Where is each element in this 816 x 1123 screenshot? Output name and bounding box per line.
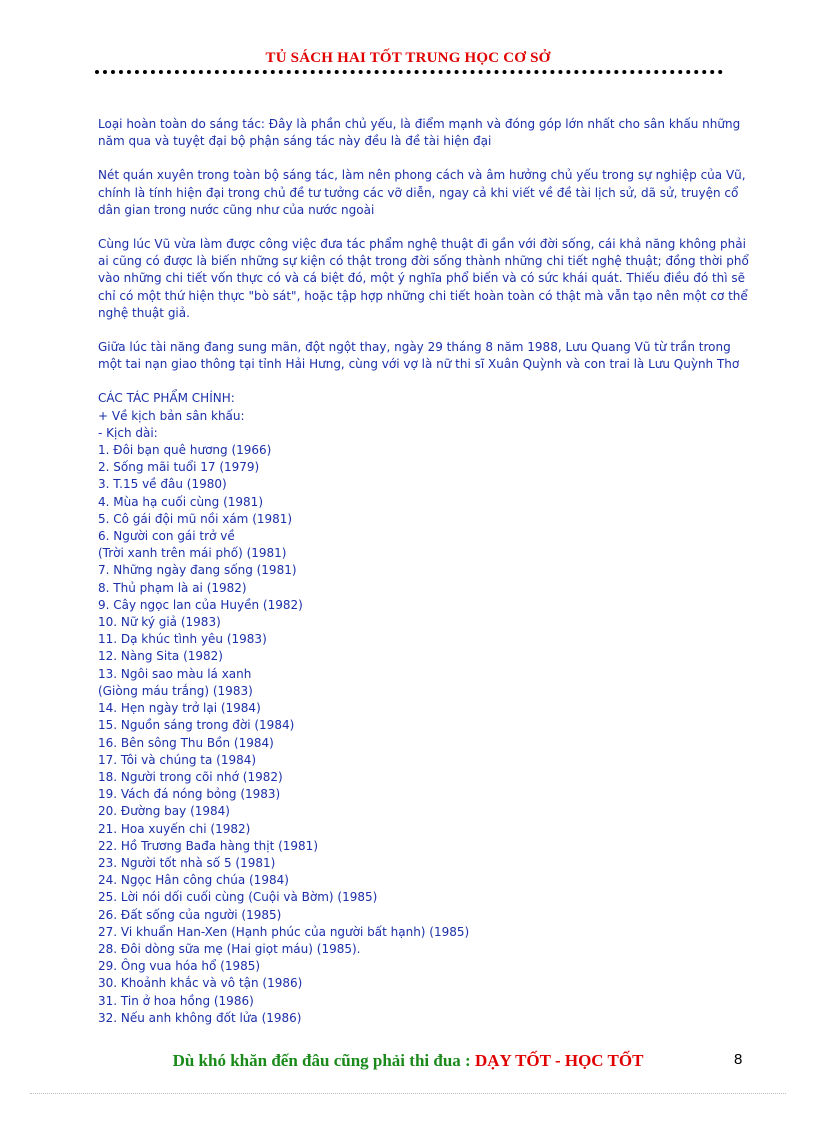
work-item: (Giòng máu trắng) (1983) [98,683,253,698]
document-body [98,116,758,1027]
work-item: 21. Hoa xuyến chi (1982) [98,821,251,836]
work-item: 1. Đôi bạn quê hương (1966) [98,443,272,458]
work-item: 13. Ngôi sao màu lá xanh [98,666,252,681]
works-items [98,442,758,1027]
work-item: 19. Vách đá nóng bỏng (1983) [98,787,281,802]
work-item: 24. Ngọc Hân công chúa (1984) [98,873,289,888]
paragraph-1: Loại hoàn toàn do sáng tác: Đây là phần chủ yếu, là điểm mạnh và đóng góp lớn nhất cho sân khấu những năm qua và tuyệt đại bộ phận sáng tác này đều là đề tài hiện đại [98,117,741,149]
work-item: 6. Người con gái trở về [98,529,235,544]
work-item: 5. Cô gái đội mũ nồi xám (1981) [98,511,293,526]
work-item: 17. Tôi và chúng ta (1984) [98,752,257,767]
works-category: - Kịch dài: [98,425,158,440]
work-item: 28. Đôi dòng sữa mẹ (Hai giọt máu) (1985). [98,941,361,956]
work-item: 8. Thủ phạm là ai (1982) [98,580,247,595]
work-item: 20. Đường bay (1984) [98,804,230,819]
work-item: 27. Vi khuẩn Han-Xen (Hạnh phúc của người bất hạnh) (1985) [98,924,470,939]
work-item: 26. Đất sống của người (1985) [98,907,282,922]
paragraph-2: Nét quán xuyên trong toàn bộ sáng tác, làm nên phong cách và âm hưởng chủ yếu trong sự nghiệp của Vũ, chính là tính hiện đại trong chủ đề tư tưởng các vỡ diễn, ngay cả khi viết về đề tài lịch sử, dã sử, truyện cổ dân gian trong nước cũng như của nước ngoài [98,168,746,217]
work-item: 3. T.15 về đâu (1980) [98,477,227,492]
work-item: 30. Khoảnh khắc và vô tận (1986) [98,976,303,991]
works-list [98,390,758,1027]
work-item: 15. Nguồn sáng trong đời (1984) [98,718,295,733]
works-heading: CÁC TÁC PHẨM CHÍNH: [98,391,235,406]
works-subheading: + Về kịch bản sân khấu: [98,408,245,423]
work-item: 2. Sống mãi tuổi 17 (1979) [98,460,260,475]
work-item: 10. Nữ ký giả (1983) [98,615,221,630]
work-item: 22. Hồ Trương Bađa hàng thịt (1981) [98,838,318,853]
footer-slogan [0,1051,816,1071]
work-item: 9. Cây ngọc lan của Huyền (1982) [98,597,303,612]
page-number: 8 [734,1051,743,1068]
paragraph-4: Giữa lúc tài năng đang sung mãn, đột ngột thay, ngày 29 tháng 8 năm 1988, Lưu Quang Vũ từ trần trong một tai nạn giao thông tại tỉnh Hải Hưng, cùng với vợ là nữ thi sĩ Xuân Quỳnh và con trai là Lưu Quỳnh Thơ [98,340,740,372]
header-dotted-rule [95,70,723,74]
work-item: (Trời xanh trên mái phố) (1981) [98,546,287,561]
footer-slogan-highlight: DẠY TỐT - HỌC TỐT [474,1051,644,1070]
paragraph-3: Cùng lúc Vũ vừa làm được công việc đưa tác phẩm nghệ thuật đi gần với đời sống, cái khả năng không phải ai cũng có được là biến những sự kiện có thật trong đời sống thành những chi tiết nghệ thuật; đồng thời phổ vào những chi tiết vốn thực có và cá biệt đó, một ý nghĩa phổ biến và có sức khái quát. Thiếu điều đó thì sẽ chỉ có một thứ hiện thực "bò sát", hoặc tập hợp những chi tiết hoàn toàn có thật mà vẫn tạo nên một cơ thể nghệ thuật giả. [98,237,749,320]
work-item: 14. Hẹn ngày trở lại (1984) [98,701,261,716]
work-item: 32. Nếu anh không đốt lửa (1986) [98,1010,302,1025]
footer-slogan-lead: Dù khó khăn đến đâu cũng phải thi đua : [172,1051,475,1070]
work-item: 18. Người trong cõi nhớ (1982) [98,769,283,784]
work-item: 23. Người tốt nhà số 5 (1981) [98,855,276,870]
work-item: 31. Tin ở hoa hồng (1986) [98,993,254,1008]
work-item: 29. Ông vua hóa hổ (1985) [98,959,261,974]
bottom-dotted-rule [30,1093,786,1094]
work-item: 16. Bên sông Thu Bồn (1984) [98,735,274,750]
work-item: 25. Lời nói dối cuối cùng (Cuội và Bờm) (1985) [98,890,378,905]
work-item: 11. Dạ khúc tình yêu (1983) [98,632,267,647]
work-item: 7. Những ngày đang sống (1981) [98,563,297,578]
work-item: 4. Mùa hạ cuối cùng (1981) [98,494,263,509]
work-item: 12. Nàng Sita (1982) [98,649,223,664]
page-header-title: TỦ SÁCH HAI TỐT TRUNG HỌC CƠ SỞ [265,50,551,66]
